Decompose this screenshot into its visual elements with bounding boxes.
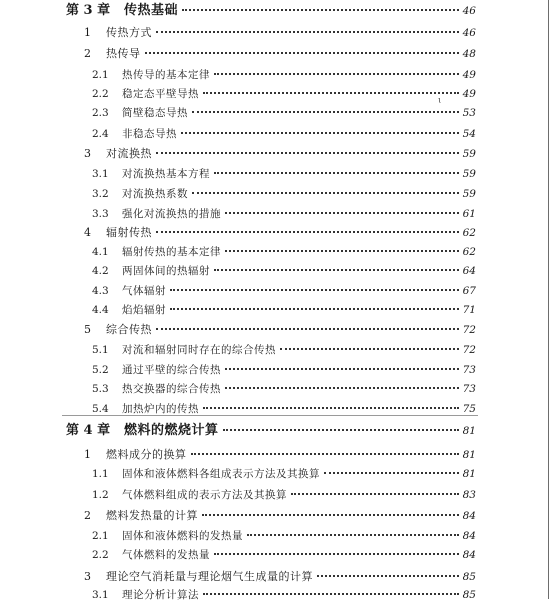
entry-page-number: 54 [462,128,476,140]
entry-page-number: 53 [462,107,476,119]
entry-title: 通过平壁的综合传热 [122,364,221,376]
entry-page-number: 59 [462,188,476,200]
entry-page-number: 81 [462,449,476,461]
entry-number: 3.1 [92,589,109,601]
entry-number: 2.4 [92,128,109,140]
entry-title: 对流换热 [106,147,152,160]
entry-page-number: 59 [462,148,476,160]
entry-title: 对流换热系数 [122,188,188,200]
entry-title: 气体燃料的发热量 [122,549,210,561]
page-edge [548,0,549,599]
entry-number: 2 [84,47,91,60]
dot-leader [280,348,459,350]
entry-page-number: 64 [462,265,476,277]
entry-page-number: 85 [462,571,476,583]
dot-leader [170,289,459,291]
toc-entry[interactable] [84,146,476,162]
toc-entry[interactable] [84,46,476,62]
toc-entry[interactable] [92,381,476,397]
dot-leader [214,553,459,555]
toc-entry[interactable] [92,166,476,182]
entry-number: 4.4 [92,304,109,316]
entry-title: 燃料成分的换算 [106,448,187,461]
entry-number: 3.3 [92,208,109,220]
entry-number: 4 [84,226,91,239]
entry-title: 燃料的燃烧计算 [124,423,219,438]
entry-title: 强化对流换热的措施 [122,208,221,220]
dot-leader [145,52,459,54]
toc-entry[interactable] [92,244,476,260]
toc-entry[interactable] [92,186,476,202]
entry-page-number: 73 [462,383,476,395]
entry-title: 固体和液体燃料的发热量 [122,530,243,542]
entry-page-number: 75 [462,403,476,415]
dot-leader [192,192,459,194]
entry-number: 2.1 [92,530,109,542]
toc-entry[interactable] [92,342,476,358]
dot-leader [225,368,459,370]
toc-entry[interactable] [92,86,476,102]
toc-entry[interactable] [84,322,476,338]
entry-page-number: 72 [462,324,476,336]
entry-title: 加热炉内的传热 [122,403,199,415]
toc-entry[interactable] [92,362,476,378]
chapter-entry[interactable] [66,423,476,439]
dot-leader [247,534,459,536]
entry-page-number: 72 [462,344,476,356]
entry-page-number: 62 [462,227,476,239]
entry-title: 气体辐射 [122,285,166,297]
entry-title: 非稳态导热 [122,128,177,140]
dot-leader [225,387,459,389]
entry-number: 4.3 [92,285,109,297]
toc-entry[interactable] [92,126,476,142]
entry-title: 焰焰辐射 [122,304,166,316]
dot-leader [191,453,459,455]
entry-number: 5.3 [92,383,109,395]
dot-leader [182,9,459,11]
entry-page-number: 67 [462,285,476,297]
entry-number: 5 [84,323,91,336]
entry-page-number: 46 [462,27,476,39]
entry-number: 2.2 [92,88,109,100]
entry-number: 3.2 [92,188,109,200]
dot-leader [203,92,459,94]
entry-number: 4.2 [92,265,109,277]
entry-number: 1 [84,448,91,461]
entry-page-number: 59 [462,168,476,180]
toc-entry[interactable] [84,25,476,41]
entry-number: 5.1 [92,344,109,356]
entry-title: 辐射传热 [106,226,152,239]
entry-title: 稳定态平壁导热 [122,88,199,100]
dot-leader [225,250,459,252]
toc-entry[interactable] [84,225,476,241]
entry-page-number: 71 [462,304,476,316]
dot-leader [170,308,459,310]
dot-leader [192,111,459,113]
entry-page-number: 81 [462,425,476,437]
dot-leader [156,231,459,233]
entry-number: 3 [84,147,91,160]
toc-entry[interactable] [92,302,476,318]
entry-number: 2 [84,509,91,522]
entry-number: 1.2 [92,489,109,501]
entry-number: 5.4 [92,403,109,415]
dot-leader [214,172,459,174]
toc-entry[interactable] [92,487,476,503]
chapter-entry[interactable] [66,3,476,19]
entry-number: 第 3 章 [66,3,111,18]
toc-entry[interactable] [84,447,476,463]
entry-title: 综合传热 [106,323,152,336]
entry-title: 燃料发热量的计算 [106,509,198,522]
toc-entry[interactable] [92,206,476,222]
entry-number: 5.2 [92,364,109,376]
entry-number: 3 [84,570,91,583]
entry-title: 两固体间的热辐射 [122,265,210,277]
entry-number: 1.1 [92,468,109,480]
dot-leader [181,132,459,134]
entry-number: 4.1 [92,246,109,258]
dot-leader [203,593,459,595]
entry-number: 3.1 [92,168,109,180]
toc-entry[interactable] [92,587,476,603]
dot-leader [203,407,459,409]
entry-title: 气体燃料组成的表示方法及其换算 [122,489,287,501]
toc-entry[interactable] [92,283,476,299]
entry-number: 1 [84,26,91,39]
entry-number: 第 4 章 [66,423,111,438]
entry-number: 2.3 [92,107,109,119]
dot-leader [156,328,459,330]
dot-leader [324,472,459,474]
entry-page-number: 81 [462,468,476,480]
entry-page-number: 84 [462,530,476,542]
entry-page-number: 48 [462,48,476,60]
entry-title: 辐射传热的基本定律 [122,246,221,258]
entry-page-number: 61 [462,208,476,220]
entry-title: 传热方式 [106,26,152,39]
scan-mark: ɩ [438,96,442,106]
entry-number: 2.2 [92,549,109,561]
entry-title: 固体和液体燃料各组成表示方法及其换算 [122,468,320,480]
dot-leader [223,429,459,431]
entry-page-number: 84 [462,549,476,561]
entry-page-number: 46 [462,5,476,17]
entry-number: 2.1 [92,69,109,81]
entry-page-number: 62 [462,246,476,258]
entry-title: 传热基础 [124,3,179,18]
toc-entry[interactable] [92,105,476,121]
entry-title: 热传导 [106,47,141,60]
dot-leader [225,212,459,214]
entry-title: 对流换热基本方程 [122,168,210,180]
entry-page-number: 49 [462,88,476,100]
entry-page-number: 73 [462,364,476,376]
dot-leader [214,73,459,75]
toc-entry[interactable] [92,263,476,279]
toc-entry[interactable] [84,508,476,524]
entry-page-number: 49 [462,69,476,81]
dot-leader [291,493,459,495]
toc-entry[interactable] [92,547,476,563]
dot-leader [214,269,459,271]
dot-leader [202,514,459,516]
entry-title: 理论空气消耗量与理论烟气生成量的计算 [106,570,313,583]
toc-entry[interactable] [92,466,476,482]
entry-page-number: 83 [462,489,476,501]
entry-title: 理论分析计算法 [122,589,199,601]
toc-entry[interactable] [92,528,476,544]
entry-title: 热传导的基本定律 [122,69,210,81]
dot-leader [317,575,459,577]
entry-title: 热交换器的综合传热 [122,383,221,395]
toc-entry[interactable] [92,67,476,83]
entry-page-number: 85 [462,589,476,601]
dot-leader [156,31,459,33]
dot-leader [156,152,459,154]
toc-entry[interactable] [84,569,476,585]
entry-page-number: 84 [462,510,476,522]
toc-entry[interactable] [92,401,476,417]
entry-title: 对流和辐射同时存在的综合传热 [122,344,276,356]
entry-title: 简壁稳态导热 [122,107,188,119]
